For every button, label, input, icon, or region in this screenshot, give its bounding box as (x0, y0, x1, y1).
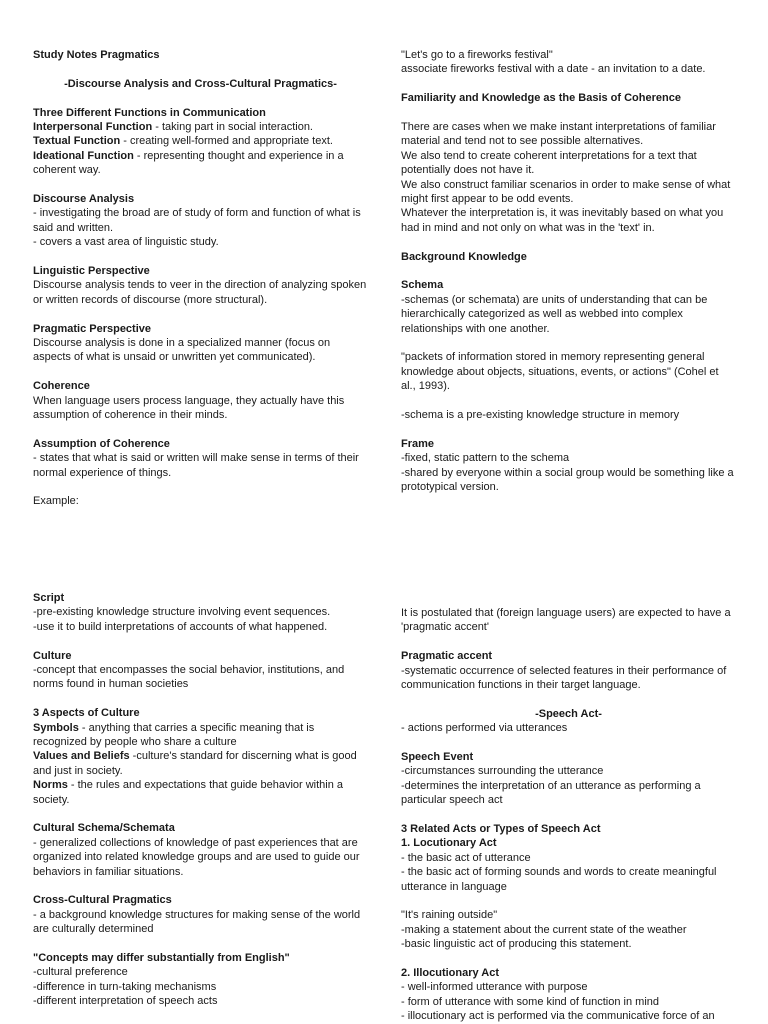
paragraph: "packets of information stored in memory representing general knowledge about objects, situations, events, or actions" (Cohel et al., 1993). (401, 351, 719, 393)
section-heading-frame: Frame (401, 437, 435, 450)
document-title: Study Notes Pragmatics (33, 49, 160, 61)
paragraph: -concept that encompasses the social behavior, institutions, and norms found in human societies (33, 664, 345, 691)
section-heading-functions: Three Different Functions in Communication (33, 106, 266, 119)
paragraph: Whatever the interpretation is, it was inevitably based on what you had in mind and not only on what was in the 'text' in. (401, 207, 724, 234)
definition-norms: Norms - the rules and expectations that guide behavior within a society. (33, 779, 344, 806)
paragraph: - actions performed via utterances (401, 722, 568, 735)
paragraph: -pre-existing knowledge structure involving event sequences. (33, 606, 331, 619)
paragraph: -making a statement about the current state of the weather (401, 923, 687, 936)
section-heading-discourse: Discourse Analysis (33, 193, 135, 206)
definition-values: Values and Beliefs -culture's standard for discerning what is good and just in society. (33, 750, 357, 777)
paragraph: - covers a vast area of linguistic study. (33, 236, 219, 249)
section-heading-script: Script (33, 592, 65, 604)
paragraph: - investigating the broad are of study of form and function of what is said and written. (33, 207, 361, 234)
paragraph: - a background knowledge structures for making sense of the world are culturally determined (33, 908, 361, 936)
paragraph: Discourse analysis tends to veer in the direction of analyzing spoken or written records of discourse (more structural). (33, 279, 367, 306)
definition-ideational: Ideational Function - representing thought and experience in a coherent way. (33, 149, 344, 177)
paragraph: Discourse analysis is done in a specialized manner (focus on aspects of what is unsaid or unwritten yet communicated). (33, 337, 331, 364)
paragraph: -schema is a pre-existing knowledge structure in memory (401, 409, 680, 422)
list-item: -cultural preference (33, 966, 128, 979)
paragraph: -determines the interpretation of an utterance as performing a particular speech act (401, 779, 701, 807)
section-heading-background: Background Knowledge (401, 250, 527, 263)
paragraph: - form of utterance with some kind of function in mind (401, 995, 660, 1008)
section-heading-speech-event: Speech Event (401, 751, 474, 764)
section-heading-ccp: Cross-Cultural Pragmatics (33, 894, 172, 907)
definition-symbols: Symbols - anything that carries a specific meaning that is recognized by people who share a culture (33, 721, 315, 749)
page1-right-column (401, 48, 736, 494)
paragraph: -fixed, static pattern to the schema (401, 452, 570, 465)
example-quote: "It's raining outside" (401, 909, 498, 922)
document-page-2 (0, 590, 768, 1024)
section-heading-coherence: Coherence (33, 380, 90, 393)
paragraph: There are cases when we make instant interpretations of familiar material and tend not to see possible alternatives. (401, 121, 716, 148)
paragraph: -circumstances surrounding the utterance (401, 765, 604, 778)
paragraph: - the basic act of forming sounds and words to create meaningful utterance in language (401, 866, 717, 893)
paragraph: - well-informed utterance with purpose (401, 981, 588, 994)
section-heading-assumption: Assumption of Coherence (33, 437, 170, 450)
section-heading-illocutionary: 2. Illocutionary Act (401, 967, 500, 980)
paragraph: associate fireworks festival with a date - an invitation to a date. (401, 63, 706, 76)
section-heading-familiarity: Familiarity and Knowledge as the Basis of Coherence (401, 92, 681, 105)
definition-textual: Textual Function - creating well-formed and appropriate text. (33, 135, 333, 148)
paragraph: -shared by everyone within a social group would be something like a prototypical version. (401, 466, 734, 494)
page1-left-column (33, 48, 368, 509)
paragraph: - the basic act of utterance (401, 851, 531, 864)
paragraph: -basic linguistic act of producing this statement. (401, 938, 632, 951)
example-label: Example: (33, 495, 79, 508)
section-heading-cultural-schema: Cultural Schema/Schemata (33, 822, 175, 835)
section-heading-concepts: "Concepts may differ substantially from English" (33, 952, 290, 965)
paragraph: - states that what is said or written will make sense in terms of their normal experience of things. (33, 452, 359, 479)
paragraph: -schemas (or schemata) are units of understanding that can be hierarchically categorized as well as webbed into complex relationships with one another. (401, 293, 708, 335)
paragraph: It is postulated that (foreign language users) are expected to have a 'pragmatic accent' (401, 607, 731, 634)
page2-left-column (33, 591, 368, 1009)
page2-right-column (401, 606, 736, 1024)
section-heading-pragmatic: Pragmatic Perspective (33, 322, 152, 335)
section-heading-linguistic: Linguistic Perspective (33, 265, 150, 278)
document-subtitle: -Discourse Analysis and Cross-Cultural Pragmatics- (64, 77, 337, 90)
paragraph: We also tend to create coherent interpretations for a text that potentially does not have it. (401, 149, 697, 177)
paragraph: When language users process language, they actually have this assumption of coherence in their minds. (33, 394, 345, 422)
list-item: -difference in turn-taking mechanisms (33, 980, 217, 993)
section-heading-types: 3 Related Acts or Types of Speech Act (401, 823, 601, 836)
paragraph: -systematic occurrence of selected features in their performance of communication functions in their target language. (401, 664, 727, 692)
example-quote: "Let's go to a fireworks festival" (401, 49, 553, 61)
section-heading-aspects: 3 Aspects of Culture (33, 707, 140, 720)
paragraph: -use it to build interpretations of accounts of what happened. (33, 620, 328, 633)
paragraph: We also construct familiar scenarios in order to make sense of what might first appear to be odd events. (401, 178, 731, 206)
paragraph: - generalized collections of knowledge of past experiences that are organized into related knowledge groups and are used to guide our behaviors in familiar situations. (33, 836, 360, 878)
section-heading-schema: Schema (401, 279, 444, 292)
definition-interpersonal: Interpersonal Function - taking part in social interaction. (33, 121, 313, 133)
section-heading-culture: Culture (33, 649, 72, 662)
section-heading-locutionary: 1. Locutionary Act (401, 837, 497, 850)
list-item: -different interpretation of speech acts (33, 995, 218, 1008)
section-heading-speech-act: -Speech Act- (535, 707, 602, 720)
paragraph: - illocutionary act is performed via the communicative force of an (401, 1010, 715, 1023)
section-heading-accent: Pragmatic accent (401, 650, 493, 663)
